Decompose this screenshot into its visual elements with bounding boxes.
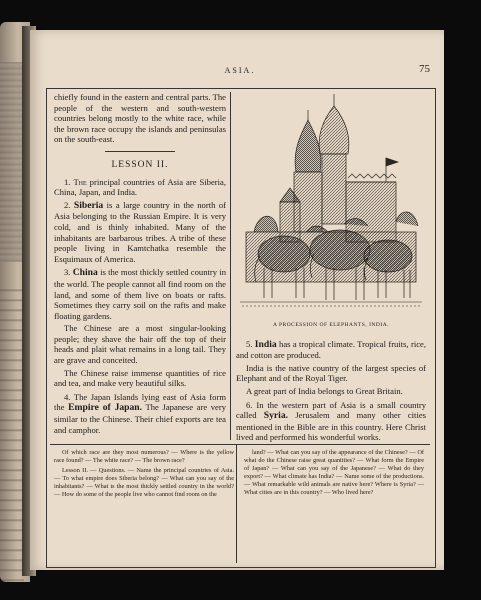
questions-lesson-2: Lesson II. — Questions. — Name the principal countries of Asia. — To what empire does Siberia belong? — What can you say of the inhabitants? — What is the most thickly settled country in the world? — How do some of the people live who cannot find room on the	[54, 466, 234, 498]
column-divider	[230, 92, 231, 440]
country-name-siberia: Siberia	[73, 199, 104, 211]
left-column	[54, 92, 226, 437]
ground	[240, 302, 422, 306]
questions-left-column	[54, 449, 234, 500]
questions-right-column	[244, 449, 424, 498]
lesson-heading: LESSON II.	[111, 159, 169, 170]
page-header	[46, 63, 434, 80]
country-name-china: China	[72, 267, 98, 279]
paragraph-number: 1.	[64, 176, 71, 187]
engraving-illustration	[236, 92, 426, 318]
palace-towers	[254, 94, 418, 242]
questions-lesson-1: Of which race are they most numerous? — Where is the yellow race found? — The white race? — The brown race?	[54, 449, 234, 464]
paragraph-text: is the most thickly settled country in the world. The people cannot all find room on the land, and some of them live on boats or rafts. Sometimes they carry soil on the rafts and make floating gardens.	[54, 267, 227, 321]
paragraph-number: 5.	[246, 338, 253, 349]
running-title: ASIA.	[224, 66, 256, 75]
right-column	[236, 92, 426, 445]
questions-lesson-2-cont: land? — What can you say of the appearance of the Chinese? — Of what do the Chinese raise great quantities? — What form the Empire of Japan? — What can you say of the Japanese? — What do they export? — What climate has India? — Name some of the productions. — What remarkable wild animals are native here? Where is Syria? — What cities are in this country? — Who lived here?	[244, 449, 424, 496]
paragraph-1	[54, 177, 226, 198]
questions-divider	[236, 445, 237, 563]
paragraph-text: has a tropical climate. Tropical fruits, rice, and cotton are produced.	[236, 338, 426, 361]
paragraph-text: Jerusalem and many other cities mentioned in the Bible are in this country. Here Christ lived and performed his wonderful works.	[236, 410, 426, 443]
paragraph-2	[54, 200, 226, 265]
illustration-caption: A PROCESSION OF ELEPHANTS, INDIA.	[272, 322, 390, 328]
paragraph-3c: The Chinese raise immense quantities of rice and tea, and make very beautiful silks.	[54, 367, 226, 389]
paragraph-4	[54, 392, 226, 435]
page-number: 75	[419, 63, 430, 75]
section-rule	[105, 151, 175, 152]
paragraph-text: is a large country in the north of Asia belonging to the Russian Empire. It is very cold, and is thinly inhabited. Many of the inhabitants are barbarous tribes. A tribe of these people living in Kamtchatka resemble the Esquimaux of America.	[54, 199, 226, 264]
paragraph-text: principal countries of Asia are Siberia, China, Japan, and India.	[54, 176, 226, 198]
paragraph-3	[54, 267, 226, 321]
paragraph-lead: The	[73, 176, 87, 187]
paragraph-text: 4. The Japan Islands lying east of Asia form the	[54, 391, 226, 413]
country-name-syria: Syria.	[263, 410, 289, 422]
intro-paragraph: chiefly found in the eastern and central parts. The people of the western and south-western countries belong mostly to the white race, while the brown race occupy the islands and peninsulas on the south-east.	[54, 92, 226, 145]
facing-page-text-fragment	[0, 282, 24, 582]
paragraph-3b: The Chinese are a most singular-looking people; they shave the hair off the top of their heads and plait what remains in a long tail. They are grave and conceited.	[54, 323, 226, 366]
paragraph-6	[236, 400, 426, 443]
paragraph-5b: India is the native country of the largest species of Elephant and of the Royal Tiger.	[236, 362, 426, 384]
questions-section	[50, 444, 430, 563]
paragraph-5c: A great part of India belongs to Great Britain.	[246, 385, 403, 396]
paragraph-text: The Japanese are very similar to the Chinese. Their chief exports are tea and camphor.	[54, 402, 227, 435]
facing-page-illustration-fragment	[0, 62, 22, 262]
paragraph-5	[236, 339, 426, 361]
paragraph-number: 3.	[64, 267, 71, 278]
paragraph-number: 2.	[64, 199, 71, 210]
paragraph-text: 6. In the western part of Asia is a small country called	[236, 399, 426, 421]
country-name-india: India	[254, 338, 277, 350]
engraving-procession-of-elephants	[236, 92, 426, 318]
country-name-japan: Empire of Japan.	[68, 402, 143, 414]
